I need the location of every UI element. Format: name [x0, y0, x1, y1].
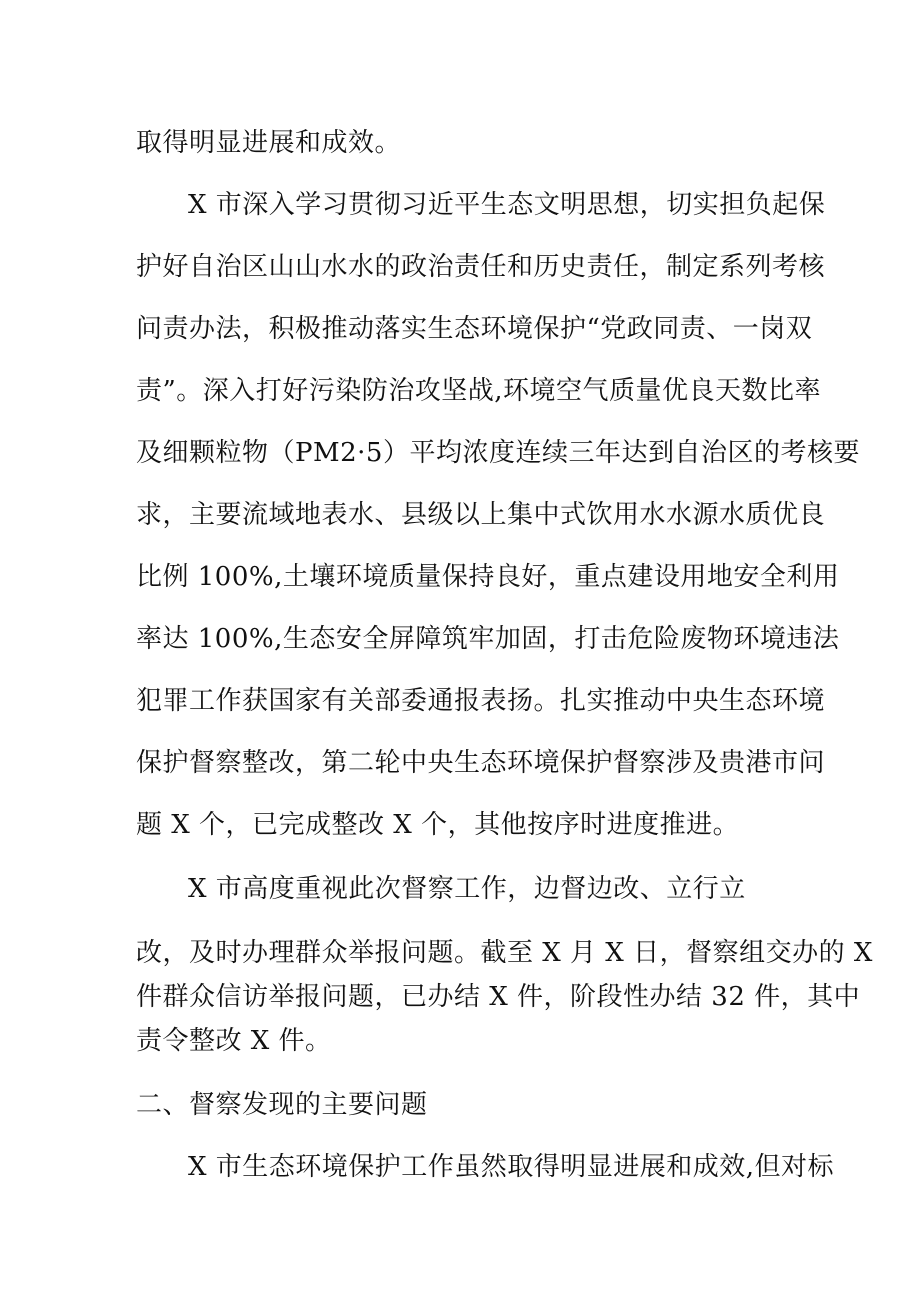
paragraph-line: 改，及时办理群众举报问题。截至 X 月 X 日，督察组交办的 X [136, 938, 873, 968]
paragraph-line: 题 X 个，已完成整改 X 个，其他按序时进度推进。 [136, 810, 740, 840]
paragraph-line: 求，主要流域地表水、县级以上集中式饮用水水源水质优良 [136, 500, 826, 530]
paragraph-line: 责令整改 X 件。 [136, 1026, 332, 1056]
paragraph-line: 取得明显进展和成效。 [136, 128, 402, 158]
paragraph-line: X 市高度重视此次督察工作，边督边改、立行立 [188, 874, 746, 904]
paragraph-line: 比例 100%,土壤环境质量保持良好，重点建设用地安全利用 [136, 562, 840, 592]
section-heading: 二、督察发现的主要问题 [136, 1090, 428, 1120]
paragraph-line: 保护督察整改，第二轮中央生态环境保护督察涉及贵港市问 [136, 748, 826, 778]
paragraph-line: 护好自治区山山水水的政治责任和历史责任，制定系列考核 [136, 252, 826, 282]
paragraph-line: 及细颗粒物（PM2·5）平均浓度连续三年达到自治区的考核要 [136, 438, 860, 468]
paragraph-line: 问责办法，积极推动落实生态环境保护“党政同责、一岗双 [136, 314, 813, 344]
paragraph-line: X 市生态环境保护工作虽然取得明显进展和成效,但对标 [188, 1152, 835, 1182]
paragraph-line: X 市深入学习贯彻习近平生态文明思想，切实担负起保 [188, 190, 826, 220]
paragraph-line: 件群众信访举报问题，已办结 X 件，阶段性办结 32 件，其中 [136, 982, 861, 1012]
paragraph-line: 责”。深入打好污染防治攻坚战,环境空气质量优良天数比率 [136, 376, 822, 406]
paragraph-line: 率达 100%,生态安全屏障筑牢加固，打击危险废物环境违法 [136, 624, 840, 654]
paragraph-line: 犯罪工作获国家有关部委通报表扬。扎实推动中央生态环境 [136, 686, 826, 716]
